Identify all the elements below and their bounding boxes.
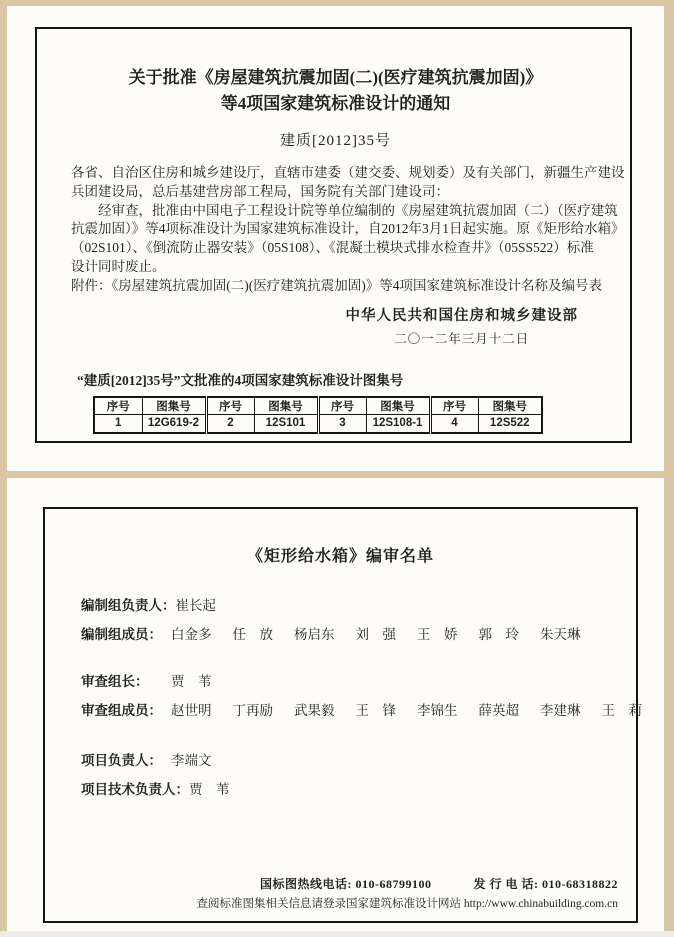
person-name: 丁再励 <box>232 703 273 718</box>
roster-row-names <box>176 594 238 614</box>
roster-row-label: 审查组成员： <box>81 703 162 718</box>
person-name: 崔长起 <box>175 598 216 613</box>
roster-row-names <box>171 749 233 769</box>
code-cell: 12G619-2 <box>142 415 206 433</box>
atlas-code-table <box>93 396 543 434</box>
notice-attachment-line: 附件：《房屋建筑抗震加固(二)(医疗建筑抗震加固)》等4项国家建筑标准设计名称及编号表 <box>71 277 602 293</box>
seq-header-cell: 序号 <box>206 397 254 415</box>
person-name: 杨启东 <box>294 627 335 642</box>
person-name: 赵世明 <box>171 703 212 718</box>
person-name: 朱天琳 <box>540 627 581 642</box>
person-name: 武果毅 <box>294 703 335 718</box>
roster-row <box>81 623 636 643</box>
footer-phones <box>196 875 618 892</box>
roster-row-names <box>171 699 663 719</box>
person-name: 贾 苇 <box>189 782 230 797</box>
roster-row <box>81 594 636 614</box>
hotline-phone: 国标图热线电话: 010-68799100 <box>260 877 432 891</box>
roster-row-names <box>171 623 602 643</box>
roster-row <box>81 699 642 719</box>
person-name: 王 锋 <box>355 703 396 718</box>
seq-cell: 1 <box>94 415 142 433</box>
table-data-row <box>94 415 542 433</box>
code-header-cell: 图集号 <box>478 397 542 415</box>
person-name: 贾 苇 <box>171 674 212 689</box>
notice-body-line: 经审查，批准由中国电子工程设计院等单位编制的《房屋建筑抗震加固（二）（医疗建筑 <box>71 202 618 218</box>
person-name: 李端文 <box>171 753 212 768</box>
roster-row-names <box>171 670 233 690</box>
person-name: 白金多 <box>171 627 212 642</box>
code-header-cell: 图集号 <box>142 397 206 415</box>
notice-body-line: 各省、自治区住房和城乡建设厅，直辖市建委（建交委、规划委）及有关部门，新疆生产建设 <box>71 165 625 180</box>
roster-footer <box>196 875 618 911</box>
seq-header-cell: 序号 <box>430 397 478 415</box>
roster-row-label: 项目负责人： <box>81 753 162 768</box>
notice-body-line: 抗震加固）》等4项标准设计为国家建筑标准设计，自2012年3月1日起实施。原《矩形给水箱》 <box>71 221 625 237</box>
notice-page <box>7 6 664 471</box>
roster-row <box>81 670 636 690</box>
roster-row-label: 项目技术负责人： <box>81 782 189 797</box>
person-name: 王 娇 <box>417 627 458 642</box>
notice-content <box>37 29 630 434</box>
roster-row-label: 编制组成员： <box>81 627 162 642</box>
code-table-caption: “建质[2012]35号”文批准的4项国家建筑标准设计图集号 <box>77 372 404 388</box>
document-number: 建质[2012]35号 <box>280 133 391 149</box>
sales-phone: 发 行 电 话: 010-68318822 <box>473 877 618 891</box>
seq-header-cell: 序号 <box>94 397 142 415</box>
seq-cell: 2 <box>206 415 254 433</box>
code-cell: 12S108-1 <box>366 415 430 433</box>
notice-page-frame <box>35 27 632 443</box>
person-name: 薛英超 <box>478 703 519 718</box>
notice-body <box>71 164 625 296</box>
notice-body-line: （02S101）、《倒流防止器安装》（05S108）、《混凝土模块式排水检查井》（05SS522）标准 <box>71 240 594 256</box>
roster-row <box>81 778 636 798</box>
person-name: 李锦生 <box>417 703 458 718</box>
roster-row-label: 审查组长： <box>81 674 149 689</box>
person-name: 任 放 <box>232 627 273 642</box>
seq-header-cell: 序号 <box>318 397 366 415</box>
signature-block <box>71 304 600 347</box>
notice-title-line2: 等4项国家建筑标准设计的通知 <box>220 94 451 113</box>
footer-website-line: 查阅标准图集相关信息请登录国家建筑标准设计网站 http://www.chinabuilding.com.cn <box>196 898 618 910</box>
roster-rows <box>45 594 642 798</box>
notice-title-line1: 关于批准《房屋建筑抗震加固(二)(医疗建筑抗震加固)》 <box>128 68 543 87</box>
code-header-cell: 图集号 <box>366 397 430 415</box>
code-header-cell: 图集号 <box>254 397 318 415</box>
issue-date: 二〇一二年三月十二日 <box>394 331 530 346</box>
roster-page <box>7 478 664 931</box>
roster-row-label: 编制组负责人： <box>81 598 176 613</box>
roster-row-names <box>189 778 251 798</box>
person-name: 刘 强 <box>355 627 396 642</box>
notice-body-line: 设计同时废止。 <box>71 258 166 274</box>
code-cell: 12S522 <box>478 415 542 433</box>
seq-cell: 4 <box>430 415 478 433</box>
seq-cell: 3 <box>318 415 366 433</box>
roster-title: 《矩形给水箱》编审名单 <box>246 548 434 565</box>
person-name: 李建琳 <box>540 703 581 718</box>
notice-body-line: 兵团建设局，总后基建营房部工程局，国务院有关部门建设司： <box>71 183 449 199</box>
page-bottom-edge <box>0 931 674 937</box>
person-name: 王 莉 <box>601 703 642 718</box>
roster-page-frame <box>43 507 642 923</box>
person-name: 郭 玲 <box>478 627 519 642</box>
table-header-row <box>94 397 542 415</box>
roster-row <box>81 749 636 769</box>
issuing-authority: 中华人民共和国住房和城乡建设部 <box>345 307 578 324</box>
code-cell: 12S101 <box>254 415 318 433</box>
notice-title <box>71 65 600 117</box>
